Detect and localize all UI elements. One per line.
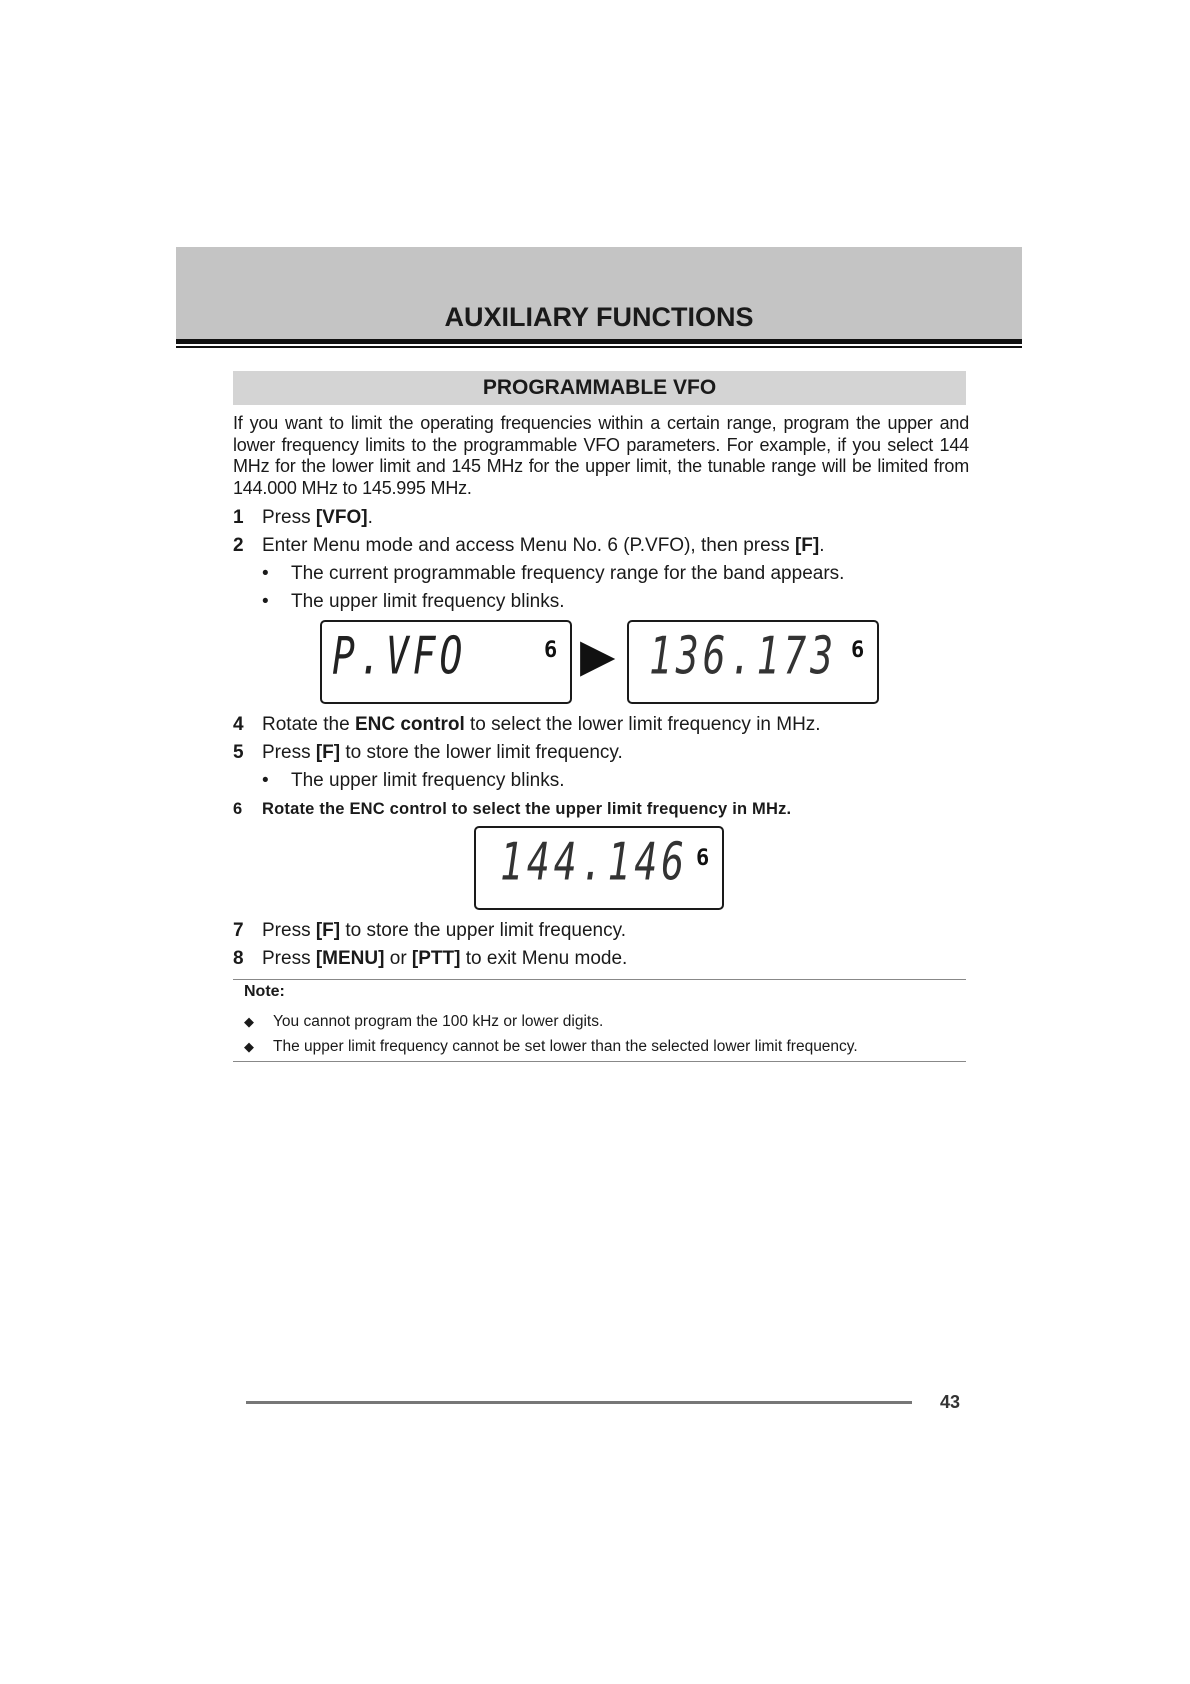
section-title: PROGRAMMABLE VFO	[482, 376, 717, 399]
step-number: 6	[233, 800, 243, 818]
key-label: [F]	[315, 920, 341, 941]
step-2-bullet-2	[262, 591, 565, 613]
step-5-bullet-1	[262, 770, 565, 792]
step-1	[233, 507, 373, 529]
diamond-bullet-icon: ◆	[244, 1014, 254, 1029]
step-number: 4	[233, 714, 244, 735]
lcd-channel: 6	[544, 638, 558, 663]
step-text: to exit Menu mode.	[460, 948, 628, 969]
note-item	[244, 1013, 603, 1031]
key-label: [VFO]	[315, 507, 368, 528]
bullet-dot: •	[262, 770, 269, 791]
step-text: or	[384, 948, 412, 969]
lcd-channel: 6	[851, 638, 865, 663]
step-text: Press	[262, 507, 316, 528]
lcd-readout: 136.173	[649, 626, 838, 686]
key-label: [MENU]	[315, 948, 385, 969]
step-text: Press	[262, 742, 316, 763]
step-text: to store the lower limit frequency.	[340, 742, 623, 763]
lcd-readout: 144.146	[500, 832, 689, 892]
footer-rule	[246, 1401, 912, 1404]
step-text: Rotate the	[262, 714, 355, 735]
bullet-text: The upper limit frequency blinks.	[291, 591, 565, 612]
note-text: The upper limit frequency cannot be set lower than the selected lower limit frequency.	[273, 1038, 858, 1055]
lcd-display-pvfo	[320, 620, 572, 704]
header-rule-thin	[176, 346, 1022, 348]
step-2-bullet-1	[262, 563, 844, 585]
note-label: Note:	[244, 983, 285, 1000]
step-8	[233, 948, 627, 970]
lcd-readout: P.VFO	[332, 626, 467, 686]
key-label: [F]	[794, 535, 820, 556]
note-divider-top	[233, 979, 966, 980]
intro-paragraph: If you want to limit the operating frequencies within a certain range, program the upper and lower frequency limits to the programmable VFO parameters. For example, if you select 144 MHz for the lower limit and 145 MHz for the upper limit, the tunable range will be limited from 144.000 MHz to 145.995 MHz.	[233, 413, 969, 499]
arrow-right-icon: ▶	[580, 629, 616, 681]
diamond-bullet-icon: ◆	[244, 1039, 254, 1054]
header-rule	[176, 339, 1022, 344]
step-number: 5	[233, 742, 244, 763]
bullet-dot: •	[262, 591, 269, 612]
bullet-text: The upper limit frequency blinks.	[291, 770, 565, 791]
step-text: Press	[262, 948, 316, 969]
lcd-display-range	[627, 620, 879, 704]
step-text: .	[819, 535, 825, 556]
step-text: Press	[262, 920, 316, 941]
step-6	[233, 800, 791, 819]
step-4	[233, 714, 821, 736]
step-text: Rotate the ENC control to select the upper limit frequency in MHz.	[262, 800, 792, 818]
step-5	[233, 742, 623, 764]
lcd-display-upper	[474, 826, 724, 910]
step-number: 8	[233, 948, 244, 969]
key-label: [PTT]	[411, 948, 461, 969]
note-text: You cannot program the 100 kHz or lower digits.	[273, 1013, 604, 1030]
key-label: [F]	[315, 742, 341, 763]
lcd-channel: 6	[696, 846, 710, 871]
page-number: 43	[940, 1392, 961, 1412]
step-7	[233, 920, 626, 942]
step-text: to store the upper limit frequency.	[340, 920, 626, 941]
note-divider-bottom	[233, 1061, 966, 1062]
step-text: Enter Menu mode and access Menu No. 6 (P.VFO), then press	[262, 535, 795, 556]
step-text: to select the lower limit frequency in MHz.	[464, 714, 821, 735]
page-title: AUXILIARY FUNCTIONS	[444, 302, 754, 332]
step-number: 7	[233, 920, 244, 941]
bullet-dot: •	[262, 563, 269, 584]
bullet-text: The current programmable frequency range for the band appears.	[291, 563, 845, 584]
step-text: .	[367, 507, 373, 528]
step-number: 1	[233, 507, 244, 528]
step-number: 2	[233, 535, 244, 556]
key-label: ENC control	[354, 714, 465, 735]
step-2	[233, 535, 825, 557]
note-item	[244, 1038, 858, 1056]
